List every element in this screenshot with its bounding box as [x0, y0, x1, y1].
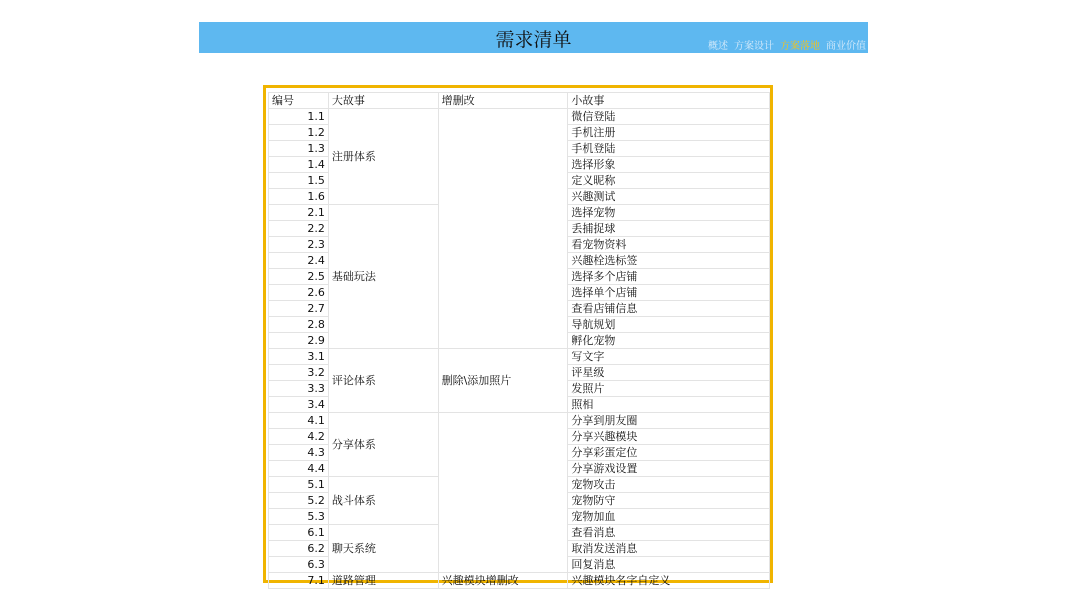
story-cell: 兴趣测试: [568, 189, 770, 205]
story-cell: 写文字: [568, 349, 770, 365]
row-id: 5.2: [269, 493, 329, 509]
table-header-row: [269, 93, 770, 109]
story-cell: 定义昵称: [568, 173, 770, 189]
row-id: 2.1: [269, 205, 329, 221]
epic-cell: 聊天系统: [328, 525, 438, 573]
story-cell: 微信登陆: [568, 109, 770, 125]
story-cell: 发照片: [568, 381, 770, 397]
epic-cell: 基础玩法: [328, 205, 438, 349]
change-cell: [438, 109, 568, 349]
story-cell: 查看店铺信息: [568, 301, 770, 317]
row-id: 2.7: [269, 301, 329, 317]
change-cell: 兴趣模块增删改: [438, 573, 568, 589]
story-cell: 分享彩蛋定位: [568, 445, 770, 461]
story-cell: 手机登陆: [568, 141, 770, 157]
epic-cell: 注册体系: [328, 109, 438, 205]
row-id: 1.2: [269, 125, 329, 141]
change-cell: 删除\添加照片: [438, 349, 568, 413]
nav-item[interactable]: 方案设计: [734, 41, 774, 52]
story-cell: 宠物防守: [568, 493, 770, 509]
row-id: 2.5: [269, 269, 329, 285]
row-id: 4.1: [269, 413, 329, 429]
page-title: 需求清单: [495, 29, 572, 51]
story-cell: 选择宠物: [568, 205, 770, 221]
row-id: 3.2: [269, 365, 329, 381]
story-cell: 丢捕捉球: [568, 221, 770, 237]
row-id: 4.3: [269, 445, 329, 461]
requirements-table-frame: [263, 85, 773, 587]
row-id: 3.4: [269, 397, 329, 413]
row-id: 1.3: [269, 141, 329, 157]
story-cell: 导航规划: [568, 317, 770, 333]
story-cell: 兴趣栓选标签: [568, 253, 770, 269]
story-cell: 照相: [568, 397, 770, 413]
row-id: 6.2: [269, 541, 329, 557]
epic-cell: 评论体系: [328, 349, 438, 413]
table-row: [269, 413, 770, 429]
row-id: 1.4: [269, 157, 329, 173]
row-id: 2.2: [269, 221, 329, 237]
nav-item[interactable]: 概述: [708, 41, 728, 52]
row-id: 6.3: [269, 557, 329, 573]
column-header-story: 小故事: [568, 93, 770, 109]
row-id: 6.1: [269, 525, 329, 541]
row-id: 3.1: [269, 349, 329, 365]
story-cell: 选择单个店铺: [568, 285, 770, 301]
story-cell: 兴趣模块名字自定义: [568, 573, 770, 589]
story-cell: 宠物攻击: [568, 477, 770, 493]
row-id: 2.4: [269, 253, 329, 269]
column-header-epic: 大故事: [328, 93, 438, 109]
story-cell: 评星级: [568, 365, 770, 381]
story-cell: 取消发送消息: [568, 541, 770, 557]
story-cell: 选择形象: [568, 157, 770, 173]
story-cell: 回复消息: [568, 557, 770, 573]
column-header-change: 增删改: [438, 93, 568, 109]
change-cell: [438, 413, 568, 573]
epic-cell: 道路管理: [328, 573, 438, 589]
row-id: 2.8: [269, 317, 329, 333]
story-cell: 分享游戏设置: [568, 461, 770, 477]
row-id: 1.5: [269, 173, 329, 189]
table-row: [269, 109, 770, 125]
row-id: 3.3: [269, 381, 329, 397]
row-id: 2.9: [269, 333, 329, 349]
story-cell: 分享到朋友圈: [568, 413, 770, 429]
row-id: 4.2: [269, 429, 329, 445]
story-cell: 手机注册: [568, 125, 770, 141]
table-row: [269, 349, 770, 365]
row-id: 5.1: [269, 477, 329, 493]
row-id: 2.3: [269, 237, 329, 253]
epic-cell: 战斗体系: [328, 477, 438, 525]
nav-item[interactable]: 方案落地: [780, 41, 820, 52]
epic-cell: 分享体系: [328, 413, 438, 477]
table-row: [269, 573, 770, 589]
row-id: 1.6: [269, 189, 329, 205]
row-id: 2.6: [269, 285, 329, 301]
story-cell: 宠物加血: [568, 509, 770, 525]
section-nav: [702, 37, 866, 52]
slide-header: [199, 22, 868, 53]
column-header-id: 编号: [269, 93, 329, 109]
row-id: 1.1: [269, 109, 329, 125]
row-id: 4.4: [269, 461, 329, 477]
row-id: 5.3: [269, 509, 329, 525]
story-cell: 选择多个店铺: [568, 269, 770, 285]
story-cell: 查看消息: [568, 525, 770, 541]
story-cell: 看宠物资料: [568, 237, 770, 253]
story-cell: 分享兴趣模块: [568, 429, 770, 445]
story-cell: 孵化宠物: [568, 333, 770, 349]
row-id: 7.1: [269, 573, 329, 589]
requirements-table: [268, 92, 770, 589]
nav-item[interactable]: 商业价值: [826, 41, 866, 52]
